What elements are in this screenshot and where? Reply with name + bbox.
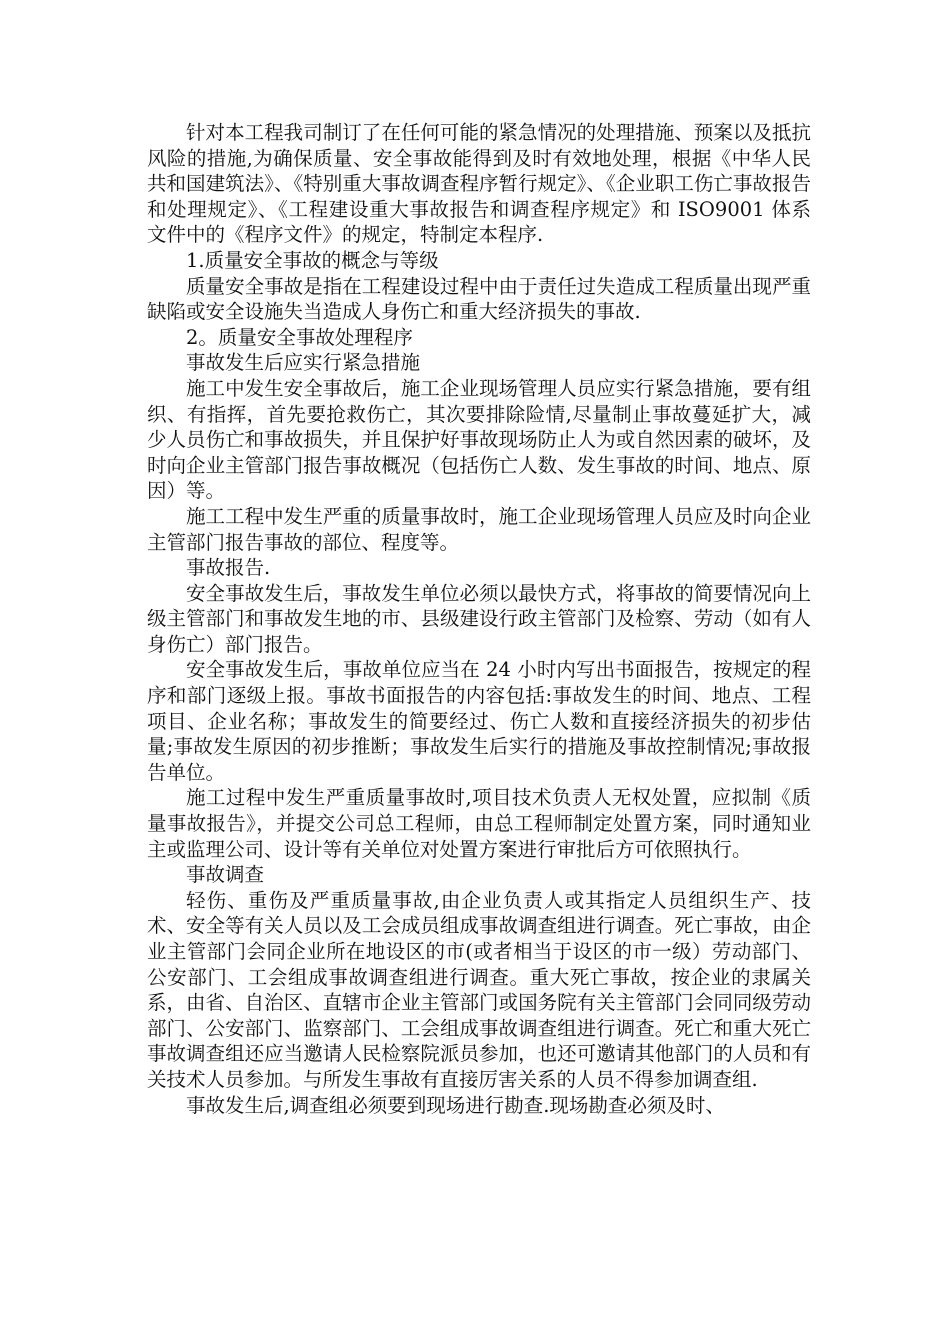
subheading-accident-report: 事故报告. — [186, 556, 271, 580]
paragraph-site-survey: 事故发生后,调查组必须要到现场进行勘查.现场勘查必须及时、 — [186, 1093, 725, 1117]
paragraph-quality-accident-report: 施工工程中发生严重的质量事故时，施工企业现场管理人员应及时向企业主管部门报告事故的部位、程度等。 — [147, 504, 811, 554]
paragraph-report-fast: 安全事故发生后，事故发生单位必须以最快方式，将事故的简要情况向上级主管部门和事故发生地的市、县级建设行政主管部门及检察、劳动（如有人身伤亡）部门报告。 — [147, 581, 811, 656]
paragraph-emergency-measures: 施工中发生安全事故后，施工企业现场管理人员应实行紧急措施，要有组织、有指挥，首先要抢救伤亡，其次要排除险情,尽量制止事故蔓延扩大，减少人员伤亡和事故损失，并且保护好事故现场防止人为或自然因素的破坏，及时向企业主管部门报告事故概况（包括伤亡人数、发生事故的时间、地点、原因）等。 — [147, 376, 811, 503]
paragraph-investigation-team: 轻伤、重伤及严重质量事故,由企业负责人或其指定人员组织生产、技术、安全等有关人员以及工会成员组成事故调查组进行调查。死亡事故，由企业主管部门会同企业所在地设区的市(或者相当于设区的市一级）劳动部门、公安部门、工会组成事故调查组进行调查。重大死亡事故，按企业的隶属关系，由省、自治区、直辖市企业主管部门或国务院有关主管部门会同同级劳动部门、公安部门、监察部门、工会组成事故调查组进行调查。死亡和重大死亡事故调查组还应当邀请人民检察院派员参加，也还可邀请其他部门的人员和有关技术人员参加。与所发生事故有直接厉害关系的人员不得参加调查组. — [147, 888, 811, 1091]
paragraph-intro: 针对本工程我司制订了在任何可能的紧急情况的处理措施、预案以及抵抗风险的措施,为确保质量、安全事故能得到及时有效地处理，根据《中华人民共和国建筑法》、《特别重大事故调查程序暂行规定》、《企业职工伤亡事故报告和处理规定》、《工程建设重大事故报告和调查程序规定》和 ISO9001 体系文件中的《程序文件》的规定，特制定本程序. — [147, 121, 811, 247]
subheading-accident-investigation: 事故调查 — [186, 863, 265, 887]
paragraph-written-report: 安全事故发生后，事故单位应当在 24 小时内写出书面报告，按规定的程序和部门逐级上报。事故书面报告的内容包括:事故发生的时间、地点、工程项目、企业名称；事故发生的简要经过、伤亡人数和直接经济损失的初步估量;事故发生原因的初步推断；事故发生后实行的措施及事故控制情况;事故报告单位。 — [147, 658, 811, 784]
heading-accident-concept: 1.质量安全事故的概念与等级 — [186, 248, 439, 272]
paragraph-quality-report-handling: 施工过程中发生严重质量事故时,项目技术负责人无权处置，应拟制《质量事故报告》，并提交公司总工程师，由总工程师制定处置方案，同时通知业主或监理公司、设计等有关单位对处置方案进行审批后方可依照执行。 — [147, 786, 811, 861]
paragraph-accident-definition: 质量安全事故是指在工程建设过程中由于责任过失造成工程质量出现严重缺陷或安全设施失当造成人身伤亡和重大经济损失的事故. — [147, 274, 811, 324]
document-page — [147, 120, 811, 1118]
subheading-emergency-measures: 事故发生后应实行紧急措施 — [186, 351, 421, 375]
heading-handling-procedure: 2。质量安全事故处理程序 — [186, 325, 413, 349]
